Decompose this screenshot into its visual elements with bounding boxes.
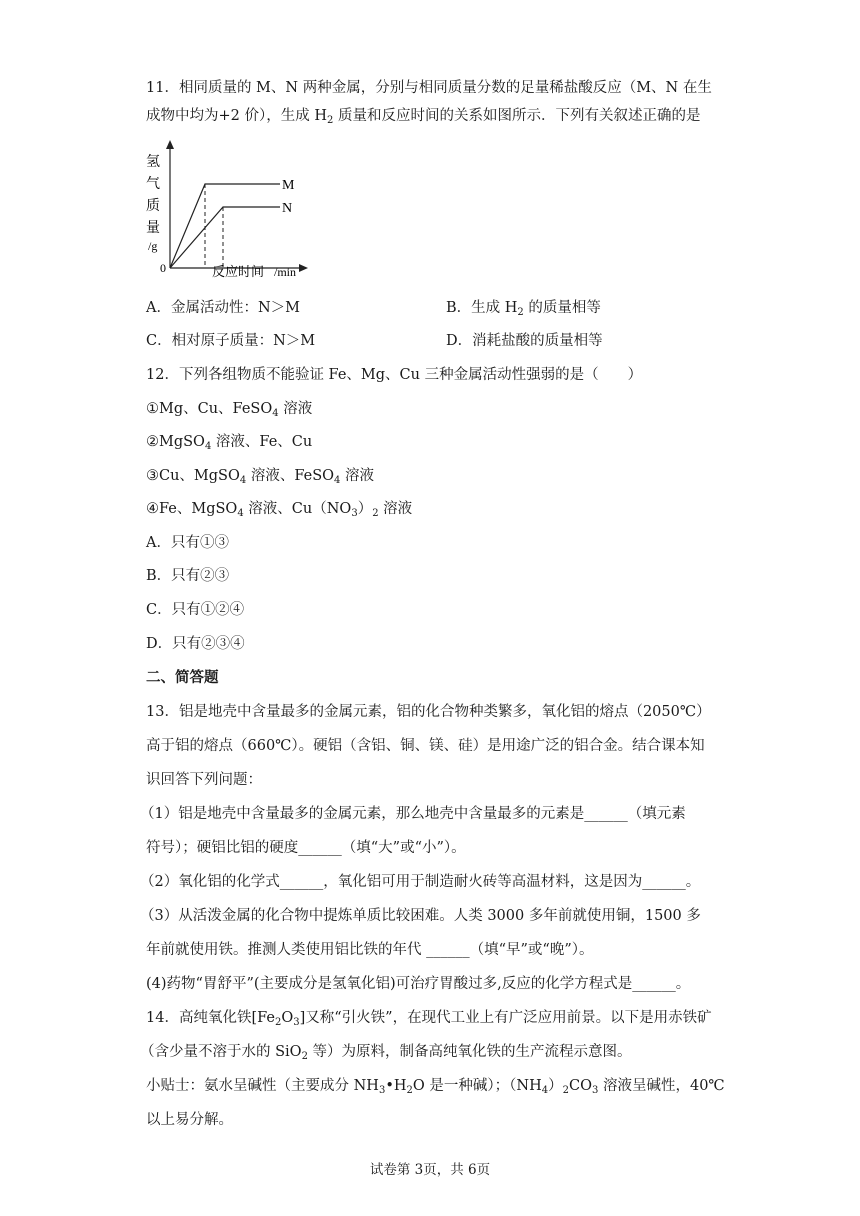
xlabel-unit: /min	[274, 265, 297, 279]
subscript: 3	[591, 1085, 599, 1096]
ylabel-unit: /g	[148, 239, 158, 253]
ylabel-char-4: 量	[146, 220, 160, 236]
q12-item-4	[146, 499, 412, 524]
q12-item-1	[146, 399, 312, 424]
subscript: 2	[517, 307, 524, 318]
text: ①Mg、Cu、FeSO	[146, 401, 273, 417]
q11-stem-line2	[146, 106, 700, 131]
subscript: 4	[237, 508, 244, 519]
q12-stem: 12．下列各组物质不能验证 Fe、Mg、Cu 三种金属活动性强弱的是（ ）	[146, 367, 643, 383]
text: 溶液	[340, 468, 375, 484]
subscript: 3	[293, 1017, 300, 1028]
q14-tip-line1	[146, 1076, 725, 1101]
q11-graph	[140, 140, 320, 280]
text: ②MgSO	[146, 434, 205, 450]
q12-option-a: A．只有①③	[146, 535, 229, 551]
text: 小贴士：氨水呈碱性（主要成分 NH	[146, 1078, 379, 1094]
text: ③Cu、MgSO	[146, 468, 240, 484]
origin-label: 0	[160, 261, 166, 275]
subscript: 4	[239, 475, 247, 486]
text: 14．高纯氧化铁[Fe	[146, 1010, 275, 1026]
text: 等）为原料，制备高纯氧化铁的生产流程示意图。	[307, 1044, 632, 1060]
text: 溶液呈碱性，40℃	[598, 1078, 725, 1094]
q12-item-2	[146, 432, 312, 457]
series-m-label: M	[282, 178, 295, 193]
text: 的质量相等	[523, 300, 601, 316]
text: 溶液、Fe、Cu	[211, 434, 313, 450]
text: B．生成 H	[446, 300, 518, 316]
series-n-label: N	[282, 201, 293, 216]
text: 溶液、FeSO	[246, 468, 335, 484]
subscript: 2	[372, 508, 379, 519]
text: CO	[569, 1078, 592, 1094]
ylabel-char-3: 质	[146, 198, 160, 214]
subscript: 2	[327, 115, 334, 126]
q13-part1-line1: （1）铝是地壳中含量最多的金属元素，那么地壳中含量最多的元素是______（填元素	[140, 806, 686, 822]
q12-option-c: C．只有①②④	[146, 602, 245, 618]
q13-stem-line1: 13．铝是地壳中含量最多的金属元素，铝的化合物种类繁多，氧化铝的熔点（2050℃）	[146, 704, 711, 720]
q11-option-a: A．金属活动性：N＞M	[146, 300, 301, 316]
q11-stem-line1: 11．相同质量的 M、N 两种金属，分别与相同质量分数的足量稀盐酸反应（M、N 在生	[146, 80, 712, 96]
q13-stem-line2: 高于铝的熔点（660℃）。硬铝（含铝、铜、镁、硅）是用途广泛的铝合金。结合课本知	[146, 738, 705, 754]
text: ]又称“引火铁”，在现代工业上有广泛应用前景。以下是用赤铁矿	[299, 1010, 712, 1026]
q11-option-d: D．消耗盐酸的质量相等	[446, 333, 603, 349]
subscript: 4	[204, 441, 212, 452]
q14-tip-line2: 以上易分解。	[146, 1112, 233, 1128]
subscript: 3	[351, 508, 358, 519]
q11-option-b	[446, 298, 601, 323]
text: 溶液	[278, 401, 313, 417]
text: 质量和反应时间的关系如图所示．下列有关叙述正确的是	[333, 108, 701, 124]
text: 溶液、Cu（NO	[243, 501, 352, 517]
q13-part1-line2: 符号）；硬铝比铝的硬度______（填“大”或“小”）。	[146, 840, 466, 856]
text: •H	[385, 1078, 407, 1094]
text: 溶液	[378, 501, 413, 517]
subscript: 2	[301, 1051, 308, 1062]
ylabel-char-2: 气	[146, 176, 160, 192]
text: ④Fe、MgSO	[146, 501, 238, 517]
y-axis-arrow	[166, 140, 174, 149]
subscript: 2	[562, 1085, 569, 1096]
ylabel-char-1: 氢	[146, 154, 160, 170]
subscript: 3	[378, 1085, 386, 1096]
text: （含少量不溶于水的 SiO	[140, 1044, 302, 1060]
section-heading: 二、简答题	[146, 670, 219, 686]
text: 成物中均为+2 价），生成 H	[146, 108, 327, 124]
subscript: 2	[274, 1017, 282, 1028]
text: O 是一种碱）；（NH	[412, 1078, 542, 1094]
series-n-line	[170, 207, 280, 268]
q14-stem-line1	[146, 1008, 712, 1033]
q12-item-3	[146, 466, 374, 491]
subscript: 4	[272, 408, 279, 419]
text: ）	[357, 501, 373, 517]
q13-part3-line2: 年前就使用铁。推测人类使用铝比铁的年代 ______（填“早”或“晚”）。	[146, 942, 594, 958]
page-footer: 试卷第 3页，共 6页	[369, 1162, 491, 1178]
q13-stem-line3: 识回答下列问题：	[146, 772, 262, 788]
xlabel: 反应时间	[212, 265, 265, 280]
q12-option-d: D．只有②③④	[146, 636, 245, 652]
series-m-line	[170, 184, 280, 268]
q13-part3-line1: （3）从活泼金属的化合物中提炼单质比较困难。人类 3000 多年前就使用铜，1500 多	[140, 908, 701, 924]
text: ）	[548, 1078, 563, 1094]
text: O	[281, 1010, 294, 1026]
x-axis-arrow	[299, 264, 308, 272]
q13-part4: (4)药物“胃舒平”(主要成分是氢氧化铝)可治疗胃酸过多,反应的化学方程式是______。	[146, 976, 691, 992]
subscript: 4	[541, 1085, 549, 1096]
q11-option-c: C．相对原子质量：N＞M	[146, 333, 316, 349]
subscript: 4	[334, 475, 341, 486]
q14-stem-line2	[140, 1042, 632, 1067]
q12-option-b: B．只有②③	[146, 568, 230, 584]
subscript: 2	[406, 1085, 413, 1096]
q13-part2: （2）氧化铝的化学式______，氧化铝可用于制造耐火砖等高温材料，这是因为______。	[140, 874, 701, 890]
